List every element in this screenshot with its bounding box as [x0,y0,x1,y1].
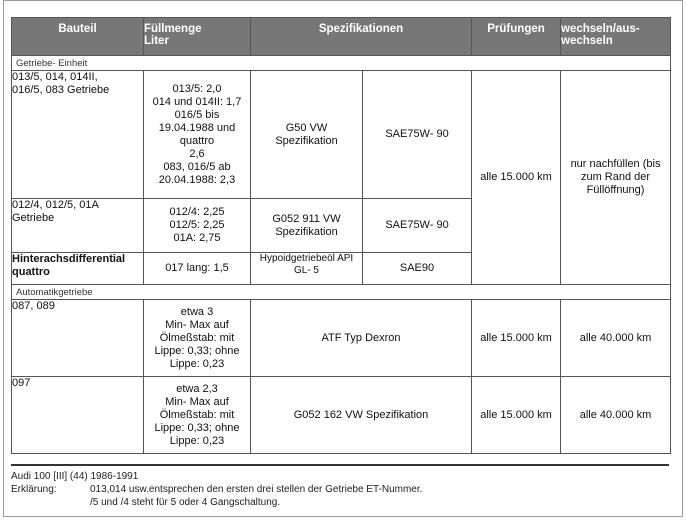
explanation-row [11,483,669,496]
section-row-automatik [12,285,671,300]
viscosity-cell: SAE75W- 90 [363,71,472,199]
header-fuellmenge: Füllmenge Liter [144,18,251,56]
table-row [12,71,671,199]
model-line: Audi 100 [III] (44) 1986-1991 [11,471,139,482]
bauteil-cell: 087, 089 [12,300,144,377]
wechseln-cell: nur nachfüllen (bis zum Rand der Füllöffnung) [561,71,671,285]
viscosity-cell: SAE75W- 90 [363,199,472,253]
pruefungen-cell: alle 15.000 km [472,377,561,454]
pruefungen-cell: alle 15.000 km [472,71,561,285]
header-bauteil: Bauteil [12,18,144,56]
spec-cell: ATF Typ Dexron [251,300,472,377]
explanation-label: Erklärung: [11,484,57,495]
section-row-getriebe [12,56,671,71]
header-wechseln: wechseln/aus- wechseln [561,18,671,56]
bauteil-cell: Hinterachsdifferential quattro [12,253,144,285]
viscosity-cell: SAE90 [363,253,472,285]
fuellmenge-cell: 017 lang: 1,5 [144,253,251,285]
fuellmenge-cell: etwa 3 Min- Max auf Ölmeßstab: mit Lippe: 0,33; ohne Lippe: 0,23 [144,300,251,377]
spec-cell: G50 VW Spezifikation [251,71,363,199]
header-row [12,18,671,56]
fuellmenge-cell: 012/4: 2,25 012/5: 2,25 01A: 2,75 [144,199,251,253]
spec-cell: G052 911 VW Spezifikation [251,199,363,253]
section-label: Getriebe- Einheit [12,56,671,71]
spec-cell: Hypoidgetriebeöl API GL- 5 [251,253,363,285]
pruefungen-cell: alle 15.000 km [472,300,561,377]
section-label: Automatikgetriebe [12,285,671,300]
wechseln-cell: alle 40.000 km [561,300,671,377]
bauteil-cell: 013/5, 014, 014II, 016/5, 083 Getriebe [12,71,144,199]
explanation-line-1: 013,014 usw.entsprechen den ersten drei stellen der Getriebe ET-Nummer. [90,484,423,495]
explanation-row-2 [11,496,669,509]
footer-notes [11,464,669,509]
bauteil-cell: 097 [12,377,144,454]
bauteil-cell: 012/4, 012/5, 01A Getriebe [12,199,144,253]
fuellmenge-cell: etwa 2,3 Min- Max auf Ölmeßstab: mit Lippe: 0,33; ohne Lippe: 0,23 [144,377,251,454]
header-spezifikationen: Spezifikationen [251,18,472,56]
header-pruefungen: Prüfungen [472,18,561,56]
fuellmenge-cell: 013/5: 2,0 014 und 014II: 1,7 016/5 bis 19.04.1988 und quattro 2,6 083, 016/5 ab 20.04.1988: 2,3 [144,71,251,199]
table-row [12,300,671,377]
explanation-line-2: /5 und /4 steht für 5 oder 4 Gangschaltung. [90,497,281,508]
wechseln-cell: alle 40.000 km [561,377,671,454]
explanation-spacer [11,496,90,509]
table-row [12,377,671,454]
spec-cell: G052 162 VW Spezifikation [251,377,472,454]
spec-table [11,17,671,454]
